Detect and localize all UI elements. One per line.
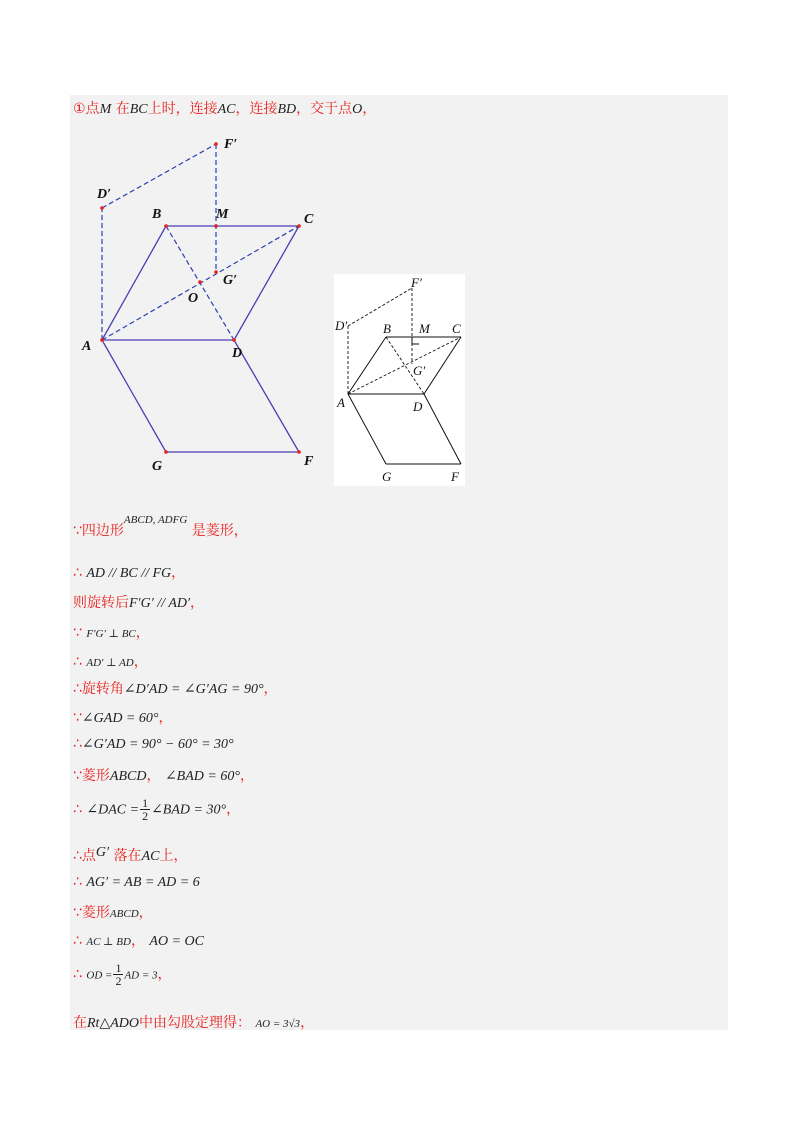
math: Rt△ADO bbox=[87, 1016, 139, 1031]
text: 上时，连接 bbox=[147, 101, 218, 117]
math: AO = 3√3 bbox=[255, 1018, 301, 1030]
math: F′G′ ⊥ BC bbox=[86, 628, 136, 640]
line-4 bbox=[73, 592, 204, 612]
text: ∴ bbox=[73, 654, 82, 670]
ref-label-b: B bbox=[383, 321, 391, 336]
edge-cd bbox=[234, 226, 299, 340]
label-d-prime: D′ bbox=[97, 187, 112, 202]
line-9 bbox=[73, 736, 234, 753]
point-d bbox=[232, 338, 236, 342]
fraction-half bbox=[113, 962, 123, 987]
line-5 bbox=[73, 622, 150, 642]
text: ∵ bbox=[73, 625, 82, 641]
text: 则旋转后 bbox=[73, 595, 129, 611]
line-1 bbox=[73, 98, 376, 118]
label-d: D bbox=[232, 346, 243, 361]
point-f bbox=[297, 450, 301, 454]
line-12 bbox=[73, 845, 187, 865]
edge-fd bbox=[234, 340, 299, 452]
label-g: G bbox=[152, 459, 163, 474]
text: 是菱形， bbox=[191, 523, 248, 539]
ref-label-g: G bbox=[382, 469, 392, 484]
text: ， bbox=[190, 595, 205, 611]
math: ABCD bbox=[109, 769, 147, 784]
text: 落在 bbox=[113, 848, 142, 864]
line-15 bbox=[73, 930, 204, 950]
text: ∴点 bbox=[73, 848, 96, 864]
line-6 bbox=[73, 651, 148, 671]
math: AC bbox=[141, 849, 160, 864]
label-c: C bbox=[304, 212, 314, 227]
text: ∴ bbox=[73, 736, 82, 752]
math: ABCD, ADFG bbox=[123, 514, 188, 526]
math: ∠BAD = 60° bbox=[164, 769, 240, 784]
text: ①点 bbox=[73, 101, 100, 117]
text: ， bbox=[130, 933, 145, 949]
text: ， bbox=[157, 966, 172, 983]
point-b bbox=[164, 224, 168, 228]
reference-figure-background bbox=[334, 274, 465, 486]
math: BC bbox=[129, 102, 148, 117]
label-o: O bbox=[188, 291, 199, 306]
math: F′G′ // AD′ bbox=[129, 596, 191, 611]
math: AO = OC bbox=[149, 934, 204, 949]
label-g-prime: G′ bbox=[223, 273, 238, 288]
edge-ag bbox=[102, 340, 166, 452]
text: ， bbox=[239, 768, 254, 784]
ref-label-c: C bbox=[452, 321, 461, 336]
math: ∠BAD = 30° bbox=[151, 802, 227, 818]
point-a bbox=[100, 338, 104, 342]
fraction-numerator: 1 bbox=[142, 796, 149, 810]
math: OD = bbox=[86, 969, 113, 982]
line-13 bbox=[73, 874, 200, 891]
ref-label-f: F bbox=[451, 469, 459, 484]
label-b: B bbox=[152, 207, 162, 222]
text: ，交于点 bbox=[296, 101, 353, 117]
ref-label-a: A bbox=[337, 395, 345, 410]
text: ∴ bbox=[73, 933, 82, 949]
text: ， bbox=[146, 768, 161, 784]
math: AD = 3 bbox=[124, 969, 158, 982]
math: AD′ ⊥ AD bbox=[86, 657, 134, 669]
line-16 bbox=[73, 962, 172, 987]
math: AG′ = AB = AD = 6 bbox=[86, 875, 200, 890]
text: ∵菱形 bbox=[73, 905, 110, 921]
text: ，连接 bbox=[235, 101, 278, 117]
text: ∵菱形 bbox=[73, 768, 110, 784]
point-f-prime bbox=[214, 142, 218, 146]
text: 上， bbox=[159, 848, 188, 864]
line-17 bbox=[73, 1012, 314, 1032]
fraction-denominator: 2 bbox=[115, 974, 122, 988]
reference-figure bbox=[334, 274, 465, 486]
line-8 bbox=[73, 707, 172, 727]
text: ∴ bbox=[73, 565, 82, 581]
point-c bbox=[297, 224, 301, 228]
math: ABCD bbox=[109, 908, 139, 920]
point-d-prime bbox=[100, 206, 104, 210]
point-g bbox=[164, 450, 168, 454]
label-m: M bbox=[216, 207, 229, 222]
text: ∴ bbox=[73, 801, 82, 818]
fraction-half bbox=[140, 797, 150, 822]
text: ∴旋转角 bbox=[73, 681, 124, 697]
label-a: A bbox=[82, 339, 92, 354]
math: ∠GAD = 60° bbox=[81, 711, 159, 726]
math: ∠DAC = bbox=[86, 802, 140, 818]
ref-label-d-prime: D′ bbox=[335, 318, 348, 333]
edge-d-prime-f-prime bbox=[102, 144, 216, 208]
math: G′ bbox=[95, 845, 110, 860]
math: ∠G′AD = 90° − 60° = 30° bbox=[81, 737, 234, 752]
line-10 bbox=[73, 765, 254, 785]
fraction-numerator: 1 bbox=[115, 961, 122, 975]
edge-ab bbox=[102, 226, 166, 340]
fraction-denominator: 2 bbox=[142, 809, 149, 823]
math: AC bbox=[217, 102, 236, 117]
ref-label-d: D bbox=[413, 399, 423, 414]
math: AC ⊥ BD bbox=[86, 936, 131, 948]
text: ， bbox=[171, 565, 186, 581]
text: ， bbox=[263, 681, 278, 697]
point-g-prime bbox=[214, 270, 218, 274]
text: ， bbox=[138, 905, 153, 921]
text: ， bbox=[158, 710, 173, 726]
main-geometry-figure bbox=[70, 125, 330, 475]
math: M bbox=[99, 102, 112, 117]
text: 在 bbox=[73, 1015, 87, 1031]
text: ， bbox=[300, 1015, 315, 1031]
text: 中由勾股定理得： bbox=[138, 1015, 251, 1031]
text: ∴ bbox=[73, 966, 82, 983]
math: O bbox=[352, 102, 363, 117]
ref-label-g-prime: G′ bbox=[413, 363, 426, 378]
label-f: F bbox=[304, 454, 314, 469]
ref-label-f-prime: F′ bbox=[411, 275, 422, 290]
text: ， bbox=[362, 101, 377, 117]
text: ， bbox=[133, 654, 148, 670]
line-3 bbox=[73, 562, 185, 582]
text: ， bbox=[135, 625, 150, 641]
line-14 bbox=[73, 902, 153, 922]
math: AD // BC // FG bbox=[86, 566, 172, 581]
math: ∠D′AD = ∠G′AG = 90° bbox=[123, 682, 264, 697]
line-2 bbox=[73, 514, 248, 540]
text: ∵四边形 bbox=[73, 523, 124, 539]
point-m bbox=[214, 224, 218, 228]
math: BD bbox=[277, 102, 297, 117]
label-f-prime: F′ bbox=[224, 137, 238, 152]
text: ∴ bbox=[73, 874, 82, 890]
text: 在 bbox=[115, 101, 130, 117]
text: ∵ bbox=[73, 710, 82, 726]
ref-label-m: M bbox=[419, 321, 430, 336]
text: ， bbox=[226, 801, 241, 818]
point-o bbox=[198, 280, 202, 284]
line-11 bbox=[73, 797, 240, 822]
line-7 bbox=[73, 678, 278, 698]
